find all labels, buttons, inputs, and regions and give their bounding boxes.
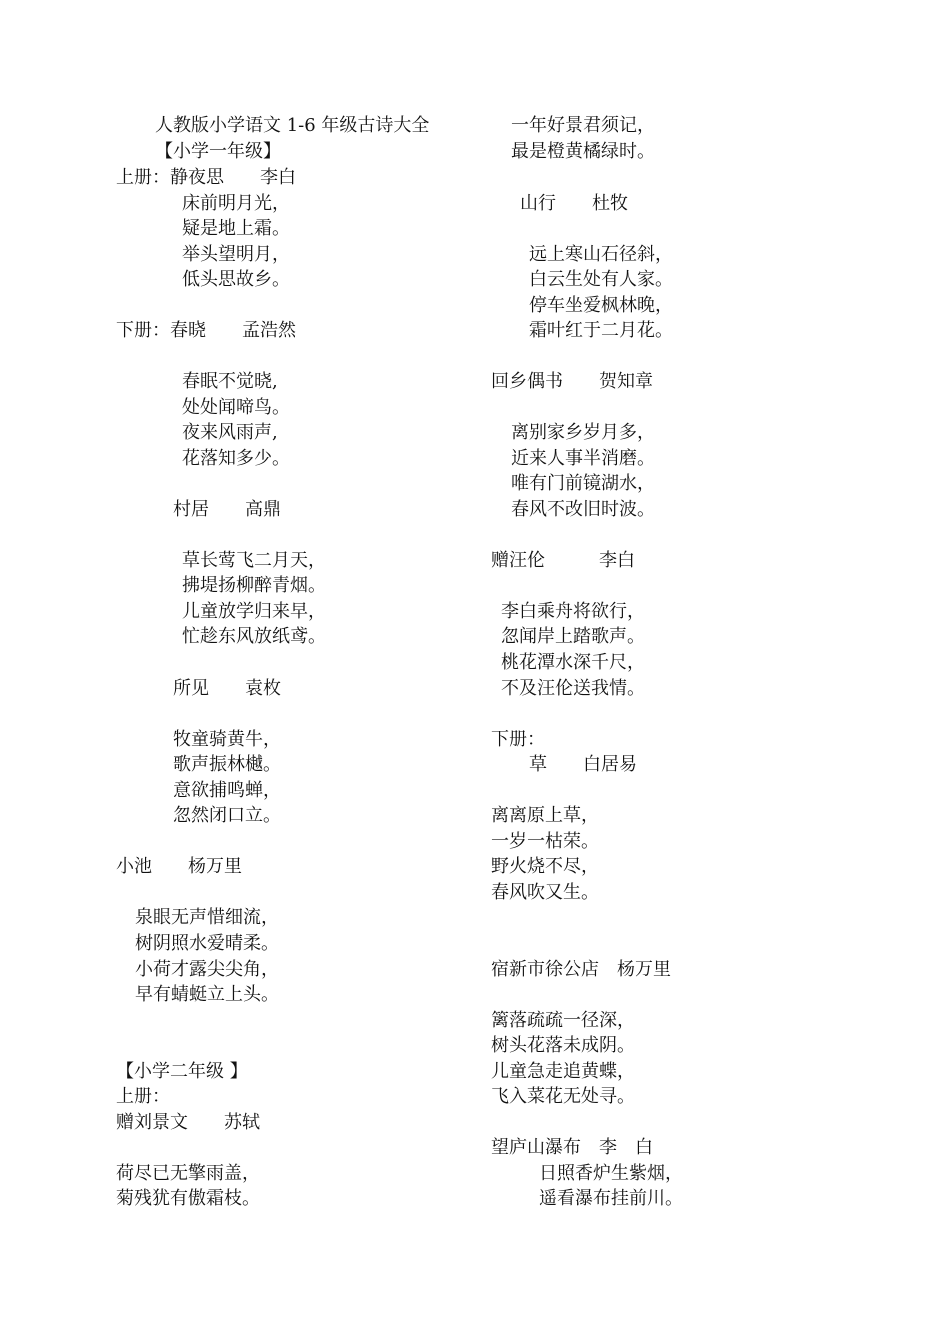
poem-line: 最是橙黄橘绿时。	[511, 141, 655, 162]
poem-line: 床前明月光，	[182, 193, 290, 214]
poem-heading-shanxing: 山行 杜牧	[520, 193, 628, 214]
poem-line: 李白乘舟将欲行，	[501, 601, 645, 622]
poem-line: 牧童骑黄牛，	[173, 729, 281, 750]
poem-line: 树头花落未成阴。	[491, 1035, 635, 1056]
grade-2-header: 【小学二年级 】	[116, 1061, 248, 1082]
poem-line: 菊残犹有傲霜枝。	[116, 1188, 260, 1209]
poem-line: 草长莺飞二月天，	[182, 550, 326, 571]
poem-line: 意欲捕鸣蝉，	[173, 780, 281, 801]
poem-line: 桃花潭水深千尺，	[501, 652, 645, 673]
poem-heading-jingyesi: 上册：静夜思 李白	[116, 167, 296, 188]
poem-line: 夜来风雨声,	[182, 422, 278, 443]
poem-line: 一年好景君须记，	[511, 115, 655, 136]
poem-heading-cao: 草 白居易	[529, 754, 637, 775]
poem-line: 远上寒山石径斜，	[529, 244, 673, 265]
poem-line: 花落知多少。	[182, 448, 290, 469]
term-label: 下册：	[491, 729, 545, 750]
poem-line: 早有蜻蜓立上头。	[135, 984, 279, 1005]
poem-heading-cunju: 村居 高鼎	[173, 499, 281, 520]
poem-line: 白云生处有人家。	[529, 269, 673, 290]
poem-line: 停车坐爱枫林晚，	[529, 295, 673, 316]
poem-line: 儿童放学归来早，	[182, 601, 326, 622]
poem-line: 唯有门前镜湖水，	[511, 473, 655, 494]
poem-heading-huixiangoushu: 回乡偶书 贺知章	[491, 371, 653, 392]
poem-line: 霜叶红于二月花。	[529, 320, 673, 341]
right-column	[475, 0, 950, 1344]
poem-line: 儿童急走追黄蝶，	[491, 1061, 635, 1082]
poem-heading-wanglushan: 望庐山瀑布 李 白	[491, 1137, 653, 1158]
poem-line: 处处闻啼鸟。	[182, 397, 290, 418]
poem-heading-suxinshi: 宿新市徐公店 杨万里	[491, 959, 671, 980]
poem-heading-zengwanglun: 赠汪伦 李白	[491, 550, 635, 571]
poem-line: 树阴照水爱晴柔。	[135, 933, 279, 954]
poem-line: 疑是地上霜。	[182, 218, 290, 239]
poem-line: 春风不改旧时波。	[511, 499, 655, 520]
term-label: 上册：	[116, 1086, 170, 1107]
poem-line: 不及汪伦送我情。	[501, 678, 645, 699]
poem-heading-chunxiao: 下册：春晓 孟浩然	[116, 320, 296, 341]
poem-line: 忽闻岸上踏歌声。	[501, 626, 645, 647]
grade-1-header: 【小学一年级】	[155, 141, 281, 162]
poem-line: 日照香炉生紫烟，	[539, 1163, 683, 1184]
poem-line: 歌声振林樾。	[173, 754, 281, 775]
poem-line: 泉眼无声惜细流，	[135, 907, 279, 928]
poem-heading-zengliujingwen: 赠刘景文 苏轼	[116, 1112, 260, 1133]
poem-line: 小荷才露尖尖角，	[135, 959, 279, 980]
poem-line: 篱落疏疏一径深，	[491, 1010, 635, 1031]
poem-line: 低头思故乡。	[182, 269, 290, 290]
poem-line: 遥看瀑布挂前川。	[539, 1188, 683, 1209]
poem-line: 野火烧不尽，	[491, 856, 599, 877]
poem-line: 忽然闭口立。	[173, 805, 281, 826]
poem-line: 春眠不觉晓,	[182, 371, 278, 392]
poem-heading-xiaochi: 小池 杨万里	[116, 856, 242, 877]
poem-line: 拂堤扬柳醉青烟。	[182, 575, 326, 596]
poem-line: 近来人事半消磨。	[511, 448, 655, 469]
poem-line: 忙趁东风放纸鸢。	[182, 626, 326, 647]
poem-line: 离离原上草，	[491, 805, 599, 826]
poem-heading-suojian: 所见 袁枚	[173, 678, 281, 699]
poem-line: 一岁一枯荣。	[491, 831, 599, 852]
poem-line: 荷尽已无擎雨盖，	[116, 1163, 260, 1184]
document-title: 人教版小学语文 1-6 年级古诗大全	[155, 115, 430, 136]
poem-line: 离别家乡岁月多，	[511, 422, 655, 443]
poem-line: 春风吹又生。	[491, 882, 599, 903]
poem-line: 飞入菜花无处寻。	[491, 1086, 635, 1107]
poem-line: 举头望明月，	[182, 244, 290, 265]
